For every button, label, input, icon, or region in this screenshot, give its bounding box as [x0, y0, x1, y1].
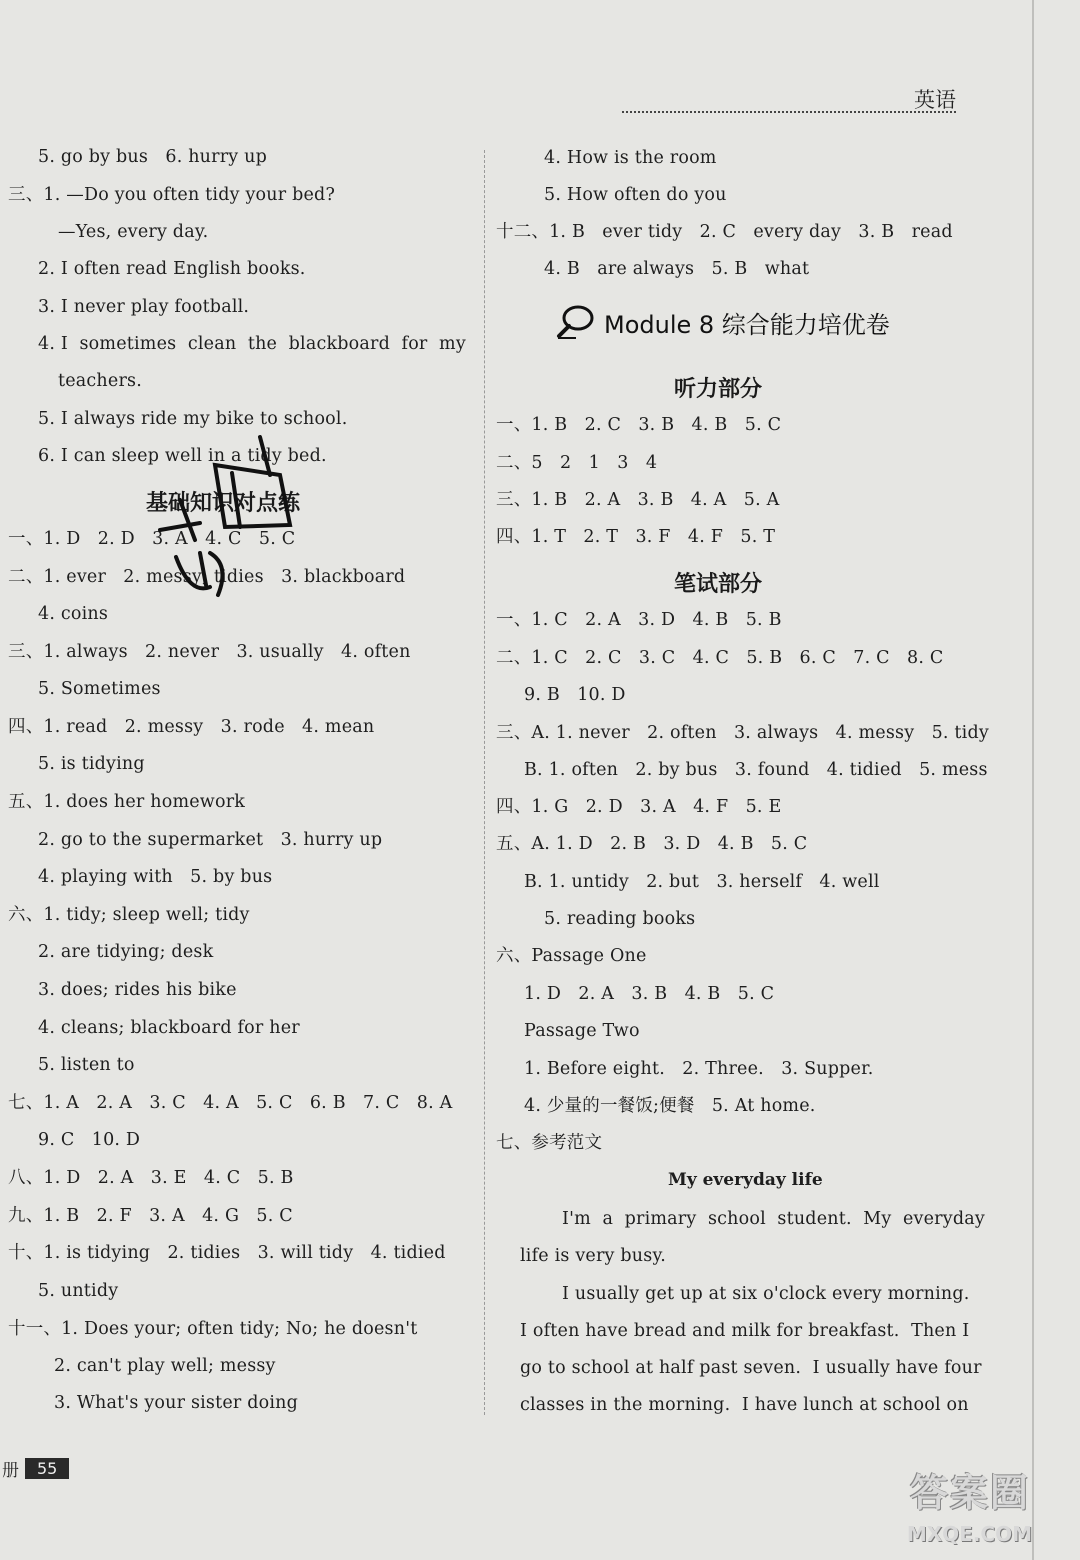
answer-line: 4. 少量的一餐饭;便餐 5. At home.: [524, 1096, 816, 1116]
answer-line: 三、1. —Do you often tidy your bed?: [8, 185, 336, 205]
answer-line: 二、5 2 1 3 4: [496, 453, 658, 473]
answer-line: 2. I often read English books.: [38, 259, 306, 279]
answer-line: 2. can't play well; messy: [54, 1356, 276, 1376]
answer-line: 一、1. D 2. D 3. A 4. C 5. C: [8, 529, 296, 549]
answer-line: —Yes, every day.: [58, 222, 209, 242]
answer-line: 9. B 10. D: [524, 685, 626, 705]
answer-line: 3. I never play football.: [38, 297, 250, 317]
answer-line: 5. How often do you: [544, 185, 727, 205]
answer-line: 1. D 2. A 3. B 4. B 5. C: [524, 984, 775, 1004]
answer-line: teachers.: [58, 371, 142, 391]
answer-line: 3. does; rides his bike: [38, 980, 237, 1000]
answer-line: 一、1. C 2. A 3. D 4. B 5. B: [496, 610, 782, 630]
section-title-listening: 听力部分: [674, 377, 763, 402]
header-subject: 英语: [914, 88, 956, 112]
answer-line: 5. go by bus 6. hurry up: [38, 147, 268, 167]
answer-line: 五、1. does her homework: [8, 792, 246, 812]
module-title: [556, 304, 890, 340]
answer-line: 5. I always ride my bike to school.: [38, 409, 348, 429]
answer-line: 4. B are always 5. B what: [544, 259, 810, 279]
answer-line: I often have bread and milk for breakfast. Then I: [520, 1321, 970, 1341]
answer-line: 5. untidy: [38, 1281, 119, 1301]
answer-line: 九、1. B 2. F 3. A 4. G 5. C: [8, 1206, 293, 1226]
answer-line: 六、Passage One: [496, 946, 647, 966]
column-divider: [484, 150, 485, 1415]
answer-line: life is very busy.: [520, 1246, 666, 1266]
answer-line: Passage Two: [524, 1021, 640, 1041]
answer-line: 9. C 10. D: [38, 1130, 141, 1150]
answer-line: 6. I can sleep well in a tidy bed.: [38, 446, 327, 466]
answer-line: 3. What's your sister doing: [54, 1393, 299, 1413]
answer-line: 十二、1. B ever tidy 2. C every day 3. B read: [496, 222, 953, 242]
answer-line: 三、A. 1. never 2. often 3. always 4. messy 5. tidy: [496, 723, 989, 743]
answer-line: 七、1. A 2. A 3. C 4. A 5. C 6. B 7. C 8. A: [8, 1093, 453, 1113]
answer-line: 1. Before eight. 2. Three. 3. Supper.: [524, 1059, 874, 1079]
header-dotted-rule: [622, 111, 956, 113]
answer-line: classes in the morning. I have lunch at school on: [520, 1395, 969, 1415]
answer-line: 4. I sometimes clean the blackboard for my: [38, 334, 466, 354]
answer-line: I'm a primary school student. My everyday: [562, 1209, 985, 1229]
answer-line: I usually get up at six o'clock every morning.: [562, 1284, 970, 1304]
answer-line: 十一、1. Does your; often tidy; No; he doesn't: [8, 1319, 418, 1339]
watermark-logo: 答案圈: [909, 1471, 1030, 1515]
answer-line: 七、参考范文: [496, 1133, 603, 1153]
answer-line: B. 1. untidy 2. but 3. herself 4. well: [524, 872, 880, 892]
page-number: 55: [25, 1458, 69, 1479]
answer-line: 5. Sometimes: [38, 679, 161, 699]
answer-line: 5. reading books: [544, 909, 696, 929]
answer-line: 四、1. read 2. messy 3. rode 4. mean: [8, 717, 375, 737]
answer-line: 5. is tidying: [38, 754, 145, 774]
answer-line: B. 1. often 2. by bus 3. found 4. tidied 5. mess: [524, 760, 988, 780]
answer-line: 4. playing with 5. by bus: [38, 867, 273, 887]
answer-line: 一、1. B 2. C 3. B 4. B 5. C: [496, 415, 782, 435]
watermark-url: MXQE.COM: [906, 1522, 1032, 1546]
answer-line: 五、A. 1. D 2. B 3. D 4. B 5. C: [496, 834, 808, 854]
essay-title: My everyday life: [668, 1170, 823, 1190]
answer-line: 十、1. is tidying 2. tidies 3. will tidy 4. tidied: [8, 1243, 446, 1263]
answer-line: 二、1. ever 2. messy; tidies 3. blackboard: [8, 567, 406, 587]
section-title-writing: 笔试部分: [674, 572, 763, 597]
module-title-text: Module 8 综合能力培优卷: [604, 310, 890, 339]
page-footer: [0, 1456, 69, 1481]
answer-line: 4. cleans; blackboard for her: [38, 1018, 300, 1038]
answer-line: 三、1. B 2. A 3. B 4. A 5. A: [496, 490, 780, 510]
magnifier-icon: [556, 304, 596, 340]
handwritten-stamp-mark: [140, 435, 340, 619]
answer-line: 4. coins: [38, 604, 109, 624]
answer-line: 六、1. tidy; sleep well; tidy: [8, 905, 250, 925]
volume-char: 册: [2, 1461, 19, 1481]
page-edge-shadow: [1032, 0, 1034, 1560]
section-title-basic-practice: 基础知识对点练: [146, 491, 301, 516]
answer-line: 八、1. D 2. A 3. E 4. C 5. B: [8, 1168, 294, 1188]
answer-line: go to school at half past seven. I usually have four: [520, 1358, 982, 1378]
answer-line: 5. listen to: [38, 1055, 135, 1075]
answer-line: 4. How is the room: [544, 148, 717, 168]
answer-line: 三、1. always 2. never 3. usually 4. often: [8, 642, 411, 662]
answer-line: 四、1. T 2. T 3. F 4. F 5. T: [496, 527, 776, 547]
answer-line: 二、1. C 2. C 3. C 4. C 5. B 6. C 7. C 8. C: [496, 648, 944, 668]
answer-line: 四、1. G 2. D 3. A 4. F 5. E: [496, 797, 782, 817]
answer-line: 2. are tidying; desk: [38, 942, 214, 962]
answer-line: 2. go to the supermarket 3. hurry up: [38, 830, 383, 850]
